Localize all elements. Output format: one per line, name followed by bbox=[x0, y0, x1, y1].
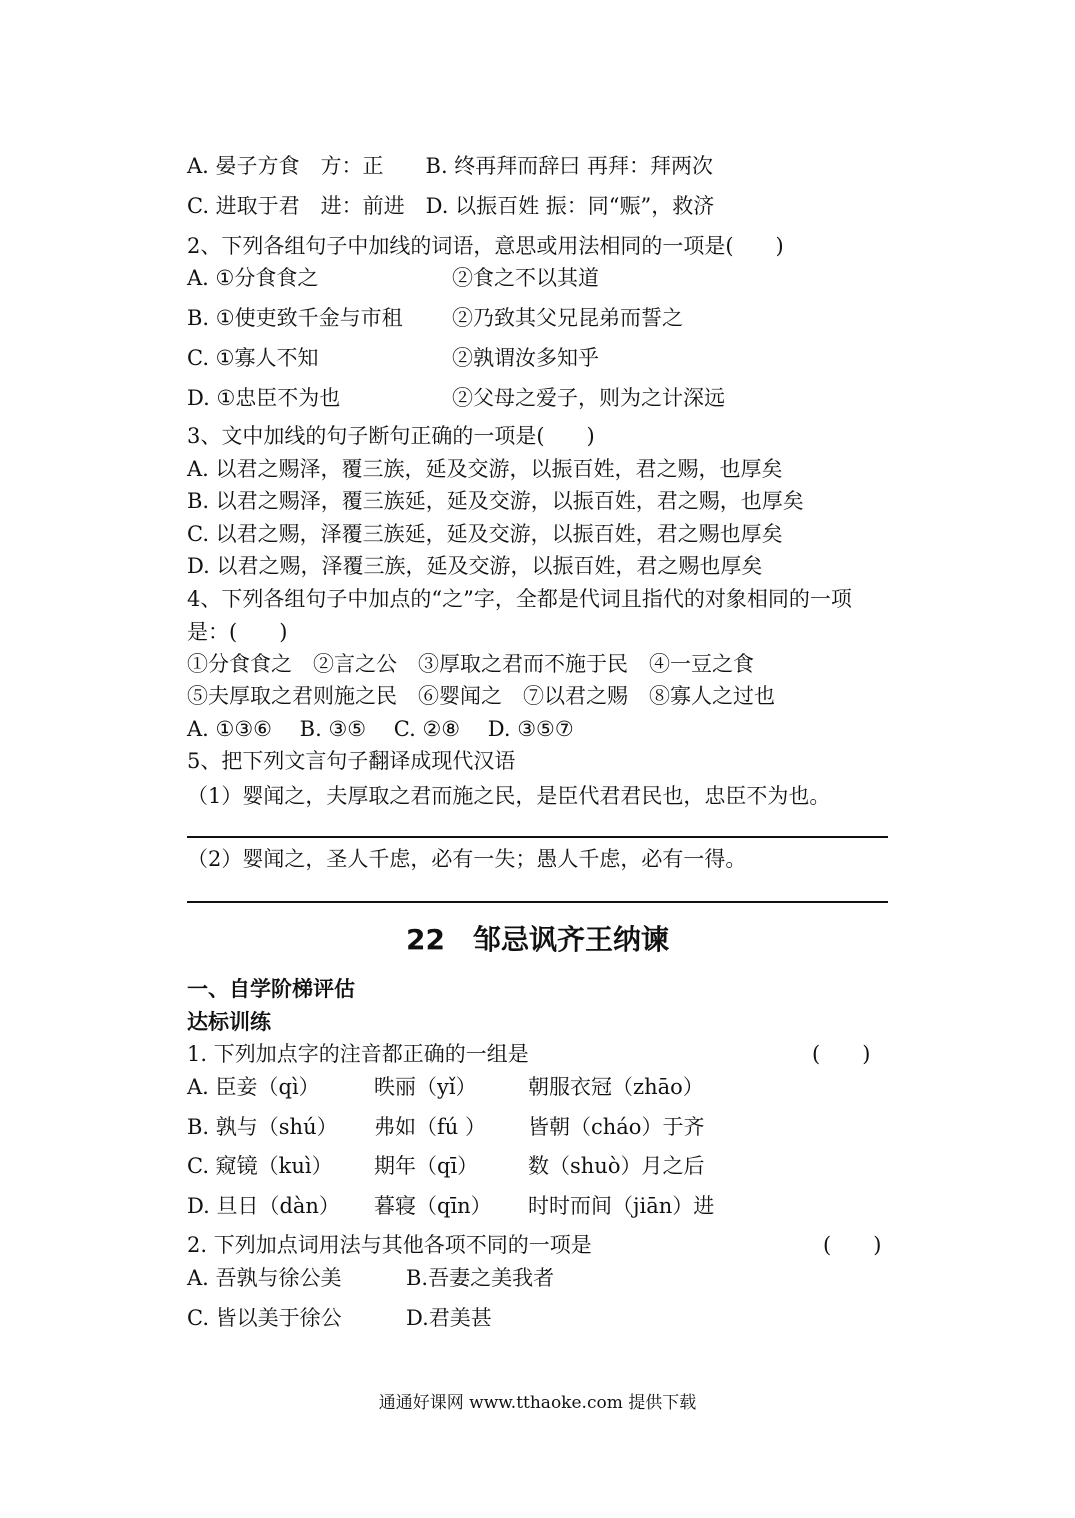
q2-option-a-right: ②食之不以其道 bbox=[452, 266, 599, 290]
lesson-q1-option-a-2: 昳丽（yǐ） bbox=[374, 1075, 477, 1099]
q2-option-c-left: C. ①寡人不知 bbox=[187, 346, 319, 370]
lesson-q1-option-c-3: 数（shuò）月之后 bbox=[528, 1154, 705, 1178]
question-2-stem: 2、下列各组句子中加线的词语，意思或用法相同的一项是( ) bbox=[187, 234, 784, 258]
lesson-q1-answer-paren: ( ) bbox=[812, 1042, 871, 1066]
q5-sentence-2: （2）婴闻之，圣人千虑，必有一失；愚人千虑，必有一得。 bbox=[187, 847, 747, 871]
q2-option-b-right: ②乃致其父兄昆弟而誓之 bbox=[452, 306, 683, 330]
lesson-q2-option-a: A. 吾孰与徐公美 bbox=[187, 1266, 342, 1290]
q2-option-d-right: ②父母之爱子，则为之计深远 bbox=[452, 386, 725, 410]
lesson-q1-option-a-1: A. 臣妾（qì） bbox=[187, 1075, 320, 1099]
q2-option-b-left: B. ①使吏致千金与市租 bbox=[187, 306, 403, 330]
lesson-q1-option-d-1: D. 旦日（dàn） bbox=[187, 1194, 340, 1218]
subsection-heading: 达标训练 bbox=[187, 1010, 271, 1034]
q3-option-a: A. 以君之赐泽，覆三族，延及交游，以振百姓，君之赐，也厚矣 bbox=[187, 457, 783, 481]
question-5-stem: 5、把下列文言句子翻译成现代汉语 bbox=[187, 749, 516, 773]
page-footer: 通通好课网 www.tthaoke.com 提供下载 bbox=[378, 1393, 697, 1413]
lesson-q2-answer-paren: ( ) bbox=[823, 1233, 882, 1257]
lesson-q1-option-b-1: B. 孰与（shú） bbox=[187, 1115, 338, 1139]
q4-choices: A. ①③⑥ B. ③⑤ C. ②⑧ D. ③⑤⑦ bbox=[187, 717, 574, 741]
lesson-q1-option-c-1: C. 窥镜（kuì） bbox=[187, 1154, 333, 1178]
lesson-q2-option-c: C. 皆以美于徐公 bbox=[187, 1306, 342, 1330]
q5-sentence-1: （1）婴闻之，夫厚取之君而施之民，是臣代君君民也，忠臣不为也。 bbox=[187, 784, 831, 808]
q4-items-line1: ①分食食之 ②言之公 ③厚取之君而不施于民 ④一豆之食 bbox=[187, 652, 754, 676]
lesson-q2-option-b: B.吾妻之美我者 bbox=[406, 1266, 555, 1290]
lesson-q1-option-d-2: 暮寝（qīn） bbox=[374, 1194, 492, 1218]
lesson-q1-option-d-3: 时时而间（jiān）进 bbox=[528, 1194, 715, 1218]
lesson-q2-option-d: D.君美甚 bbox=[406, 1306, 492, 1330]
question-4-stem-line2: 是：( ) bbox=[187, 620, 288, 644]
q3-option-b: B. 以君之赐泽，覆三族延，延及交游，以振百姓，君之赐，也厚矣 bbox=[187, 489, 804, 513]
q4-items-line2: ⑤夫厚取之君则施之民 ⑥婴闻之 ⑦以君之赐 ⑧寡人之过也 bbox=[187, 684, 775, 708]
section-heading: 一、自学阶梯评估 bbox=[187, 977, 355, 1001]
question-4-stem-line1: 4、下列各组句子中加点的“之”字，全都是代词且指代的对象相同的一项 bbox=[187, 587, 852, 611]
lesson-q1-stem: 1. 下列加点字的注音都正确的一组是 bbox=[187, 1042, 529, 1066]
lesson-title: 22 邹忌讽齐王纳谏 bbox=[406, 923, 669, 956]
q2-option-d-left: D. ①忠臣不为也 bbox=[187, 386, 341, 410]
question-3-stem: 3、文中加线的句子断句正确的一项是( ) bbox=[187, 424, 595, 448]
q2-option-c-right: ②孰谓汝多知乎 bbox=[452, 346, 599, 370]
q2-option-a-left: A. ①分食食之 bbox=[187, 266, 319, 290]
lesson-q1-option-b-3: 皆朝（cháo）于齐 bbox=[528, 1115, 705, 1139]
lesson-q1-option-b-2: 弗如（fú ） bbox=[374, 1115, 486, 1139]
lesson-q2-stem: 2. 下列加点词用法与其他各项不同的一项是 bbox=[187, 1233, 592, 1257]
answer-line-1 bbox=[187, 836, 888, 838]
q3-option-d: D. 以君之赐，泽覆三族，延及交游，以振百姓，君之赐也厚矣 bbox=[187, 554, 763, 578]
lesson-q1-option-a-3: 朝服衣冠（zhāo） bbox=[528, 1075, 704, 1099]
answer-line-2 bbox=[187, 901, 888, 903]
q1-option-line-cd: C. 进取于君 进：前进 D. 以振百姓 振：同“赈”，救济 bbox=[187, 194, 715, 218]
q1-option-line-ab: A. 晏子方食 方：正 B. 终再拜而辞曰 再拜：拜两次 bbox=[187, 154, 713, 178]
q3-option-c: C. 以君之赐，泽覆三族延，延及交游，以振百姓，君之赐也厚矣 bbox=[187, 522, 783, 546]
lesson-q1-option-c-2: 期年（qī） bbox=[374, 1154, 479, 1178]
